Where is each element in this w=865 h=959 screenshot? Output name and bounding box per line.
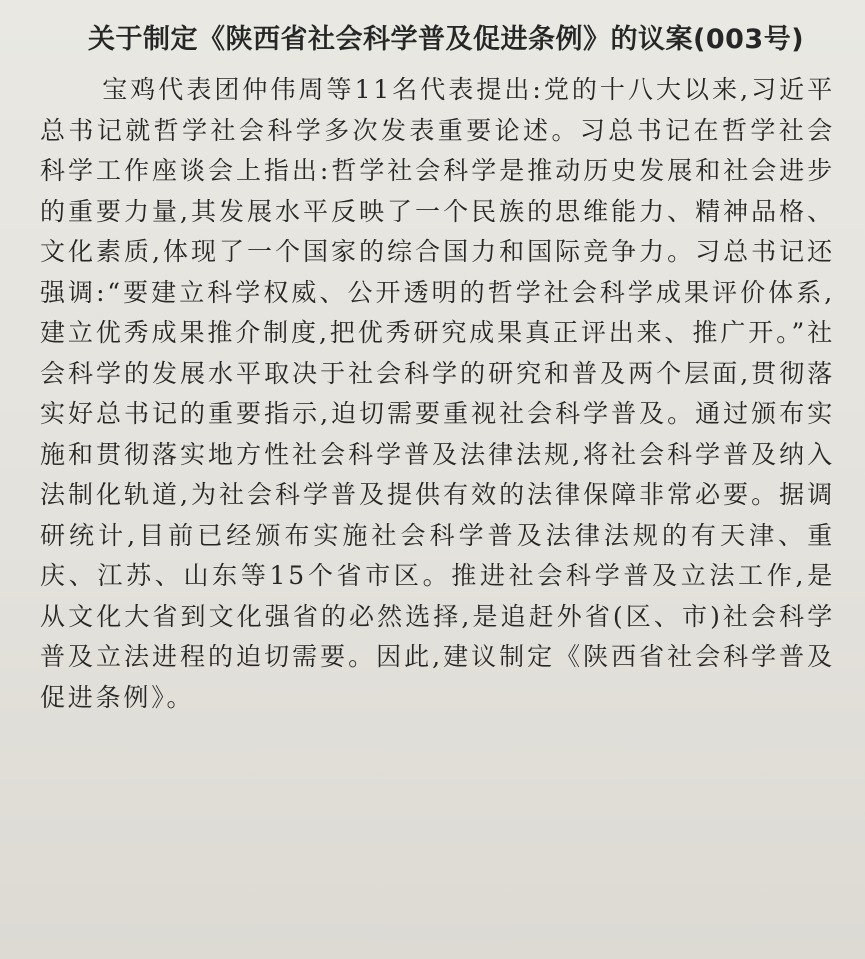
body-line: 规的有天津、重庆、江苏、山东等15个省市区。推进社会科学普及 xyxy=(40,520,835,590)
body-line: 会科学工作座谈会上指出:哲学社会科学是推动历史发展和社会 xyxy=(40,115,835,185)
body-line: 宝鸡代表团仲伟周等11名代表提出:党的十八大以来,习近 xyxy=(102,75,808,104)
body-line: 市)社会科学普及立法进程的迫切需要。因此,建议制定《陕西省 xyxy=(40,601,835,671)
body-line: 格、文化素质,体现了一个国家的综合国力和国际竞争力。习总书 xyxy=(40,196,835,266)
body-line: 社会科学普及促进条例》。 xyxy=(40,642,835,712)
body-line: 科学普及纳入法制化轨道,为社会科学普及提供有效的法律保障 xyxy=(40,439,835,509)
body-line: 进步的重要力量,其发展水平反映了一个民族的思维能力、精神品 xyxy=(40,156,835,226)
document-title: 关于制定《陕西省社会科学普及促进条例》的议案(003号) xyxy=(88,24,805,55)
document-body xyxy=(40,70,835,718)
body-line: 体系,建立优秀成果推介制度,把优秀研究成果真正评出来、推广 xyxy=(40,277,835,347)
body-line: 记还强调:“要建立科学权威、公开透明的哲学社会科学成果评价 xyxy=(40,237,835,307)
body-line: 立法工作,是从文化大省到文化强省的必然选择,是追赶外省(区、 xyxy=(40,561,835,631)
body-line: 非常必要。据调研统计,目前已经颁布实施社会科学普及法律法 xyxy=(40,480,835,550)
body-line: 平总书记就哲学社会科学多次发表重要论述。习总书记在哲学社 xyxy=(40,75,835,145)
body-line: 开。”社会科学的发展水平取决于社会科学的研究和普及两个层 xyxy=(40,318,836,388)
body-line: 通过颁布实施和贯彻落实地方性社会科学普及法律法规,将社会 xyxy=(40,399,835,469)
body-line: 面,贯彻落实好总书记的重要指示,迫切需要重视社会科学普及。 xyxy=(40,358,836,428)
